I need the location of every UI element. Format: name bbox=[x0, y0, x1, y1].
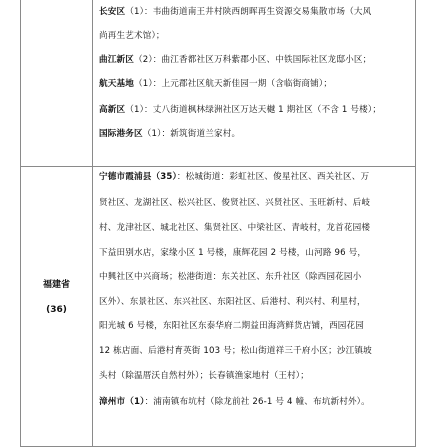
text-line bbox=[99, 197, 409, 209]
location-text: 下益田别水店，家缘小区 1 号楼，康辉花园 2 号楼，山河路 96 号， bbox=[99, 248, 367, 258]
text-line bbox=[99, 396, 409, 408]
province-count: (36) bbox=[46, 305, 67, 315]
district-label: 漳州市（1） bbox=[99, 397, 145, 407]
location-text: （1）：上元郡社区航天新佳园一期（含临街商铺）； bbox=[133, 79, 333, 89]
location-text: 中興社区中兴商场；松港街道：东关社区、东升社区（除西园花园小 bbox=[99, 272, 362, 282]
location-text: （1）：韦曲街道南王井村陕西朗晖再生资源交易集散市场（大风 bbox=[125, 7, 372, 17]
location-text: 阳光城 6 号楼，东阳社区东泰华府二期益田海湾鲜货店铺，西园花园 bbox=[99, 321, 364, 331]
location-text: 12 栋店面、后港村育英街 103 号；松山街道祥三千府小区；沙江镇坡 bbox=[99, 346, 372, 356]
location-text: （1）：新筑街道兰家村。 bbox=[142, 129, 241, 139]
province-name: 福建省 bbox=[42, 280, 70, 290]
text-line bbox=[99, 320, 409, 332]
text-line bbox=[99, 345, 409, 357]
text-line bbox=[99, 54, 409, 66]
district-label: 长安区 bbox=[99, 7, 126, 17]
text-line bbox=[99, 171, 409, 183]
text-line bbox=[99, 247, 409, 259]
location-text: 贤社区、龙湖社区、松兴社区、俊贤社区、兴贤社区、玉旺新村、后岐 bbox=[99, 198, 371, 208]
text-line bbox=[99, 296, 409, 308]
location-text: 区外）、东景社区、东兴社区、东阳社区、后港村、利兴村、利星村， bbox=[99, 297, 366, 307]
location-text: 村、龙津社区、城北社区、集贤社区、中梁社区、青岐村，龙首花园楼 bbox=[99, 223, 371, 233]
district-label: 曲江新区 bbox=[99, 55, 134, 65]
text-line bbox=[99, 370, 409, 382]
location-text: （1）：丈八街道枫林绿洲社区万达天樾 1 期社区（不含 1 号楼）； bbox=[125, 105, 382, 115]
text-line bbox=[99, 6, 409, 18]
district-label: 航天基地 bbox=[99, 79, 134, 89]
district-label: 高新区 bbox=[99, 105, 126, 115]
text-line bbox=[99, 78, 409, 90]
text-line bbox=[99, 128, 409, 140]
location-text: （2）：曲江香都社区万科紫郡小区、中铁国际社区龙邸小区； bbox=[133, 55, 372, 65]
text-line bbox=[99, 30, 409, 42]
region-cell-shaanxi bbox=[93, 0, 415, 166]
location-text: ：松城街道：彩虹社区、俊星社区、西关社区、万 bbox=[176, 172, 370, 182]
text-line bbox=[99, 104, 409, 116]
location-text: 尚再生艺术馆）； bbox=[99, 31, 165, 41]
text-line bbox=[99, 222, 409, 234]
location-text: 头村（除温厝沃自然村外）；长春镇渔家地村（王村）； bbox=[99, 371, 309, 381]
district-label: 宁德市霞浦县（35） bbox=[99, 172, 177, 182]
location-text: ：浦南镇布坑村（除龙前社 26-1 号 4 幢、布坑新村外）。 bbox=[144, 397, 370, 407]
region-cell-fujian bbox=[93, 167, 415, 446]
content-table bbox=[20, 0, 416, 447]
district-label: 国际港务区 bbox=[99, 129, 143, 139]
text-line bbox=[99, 271, 409, 283]
